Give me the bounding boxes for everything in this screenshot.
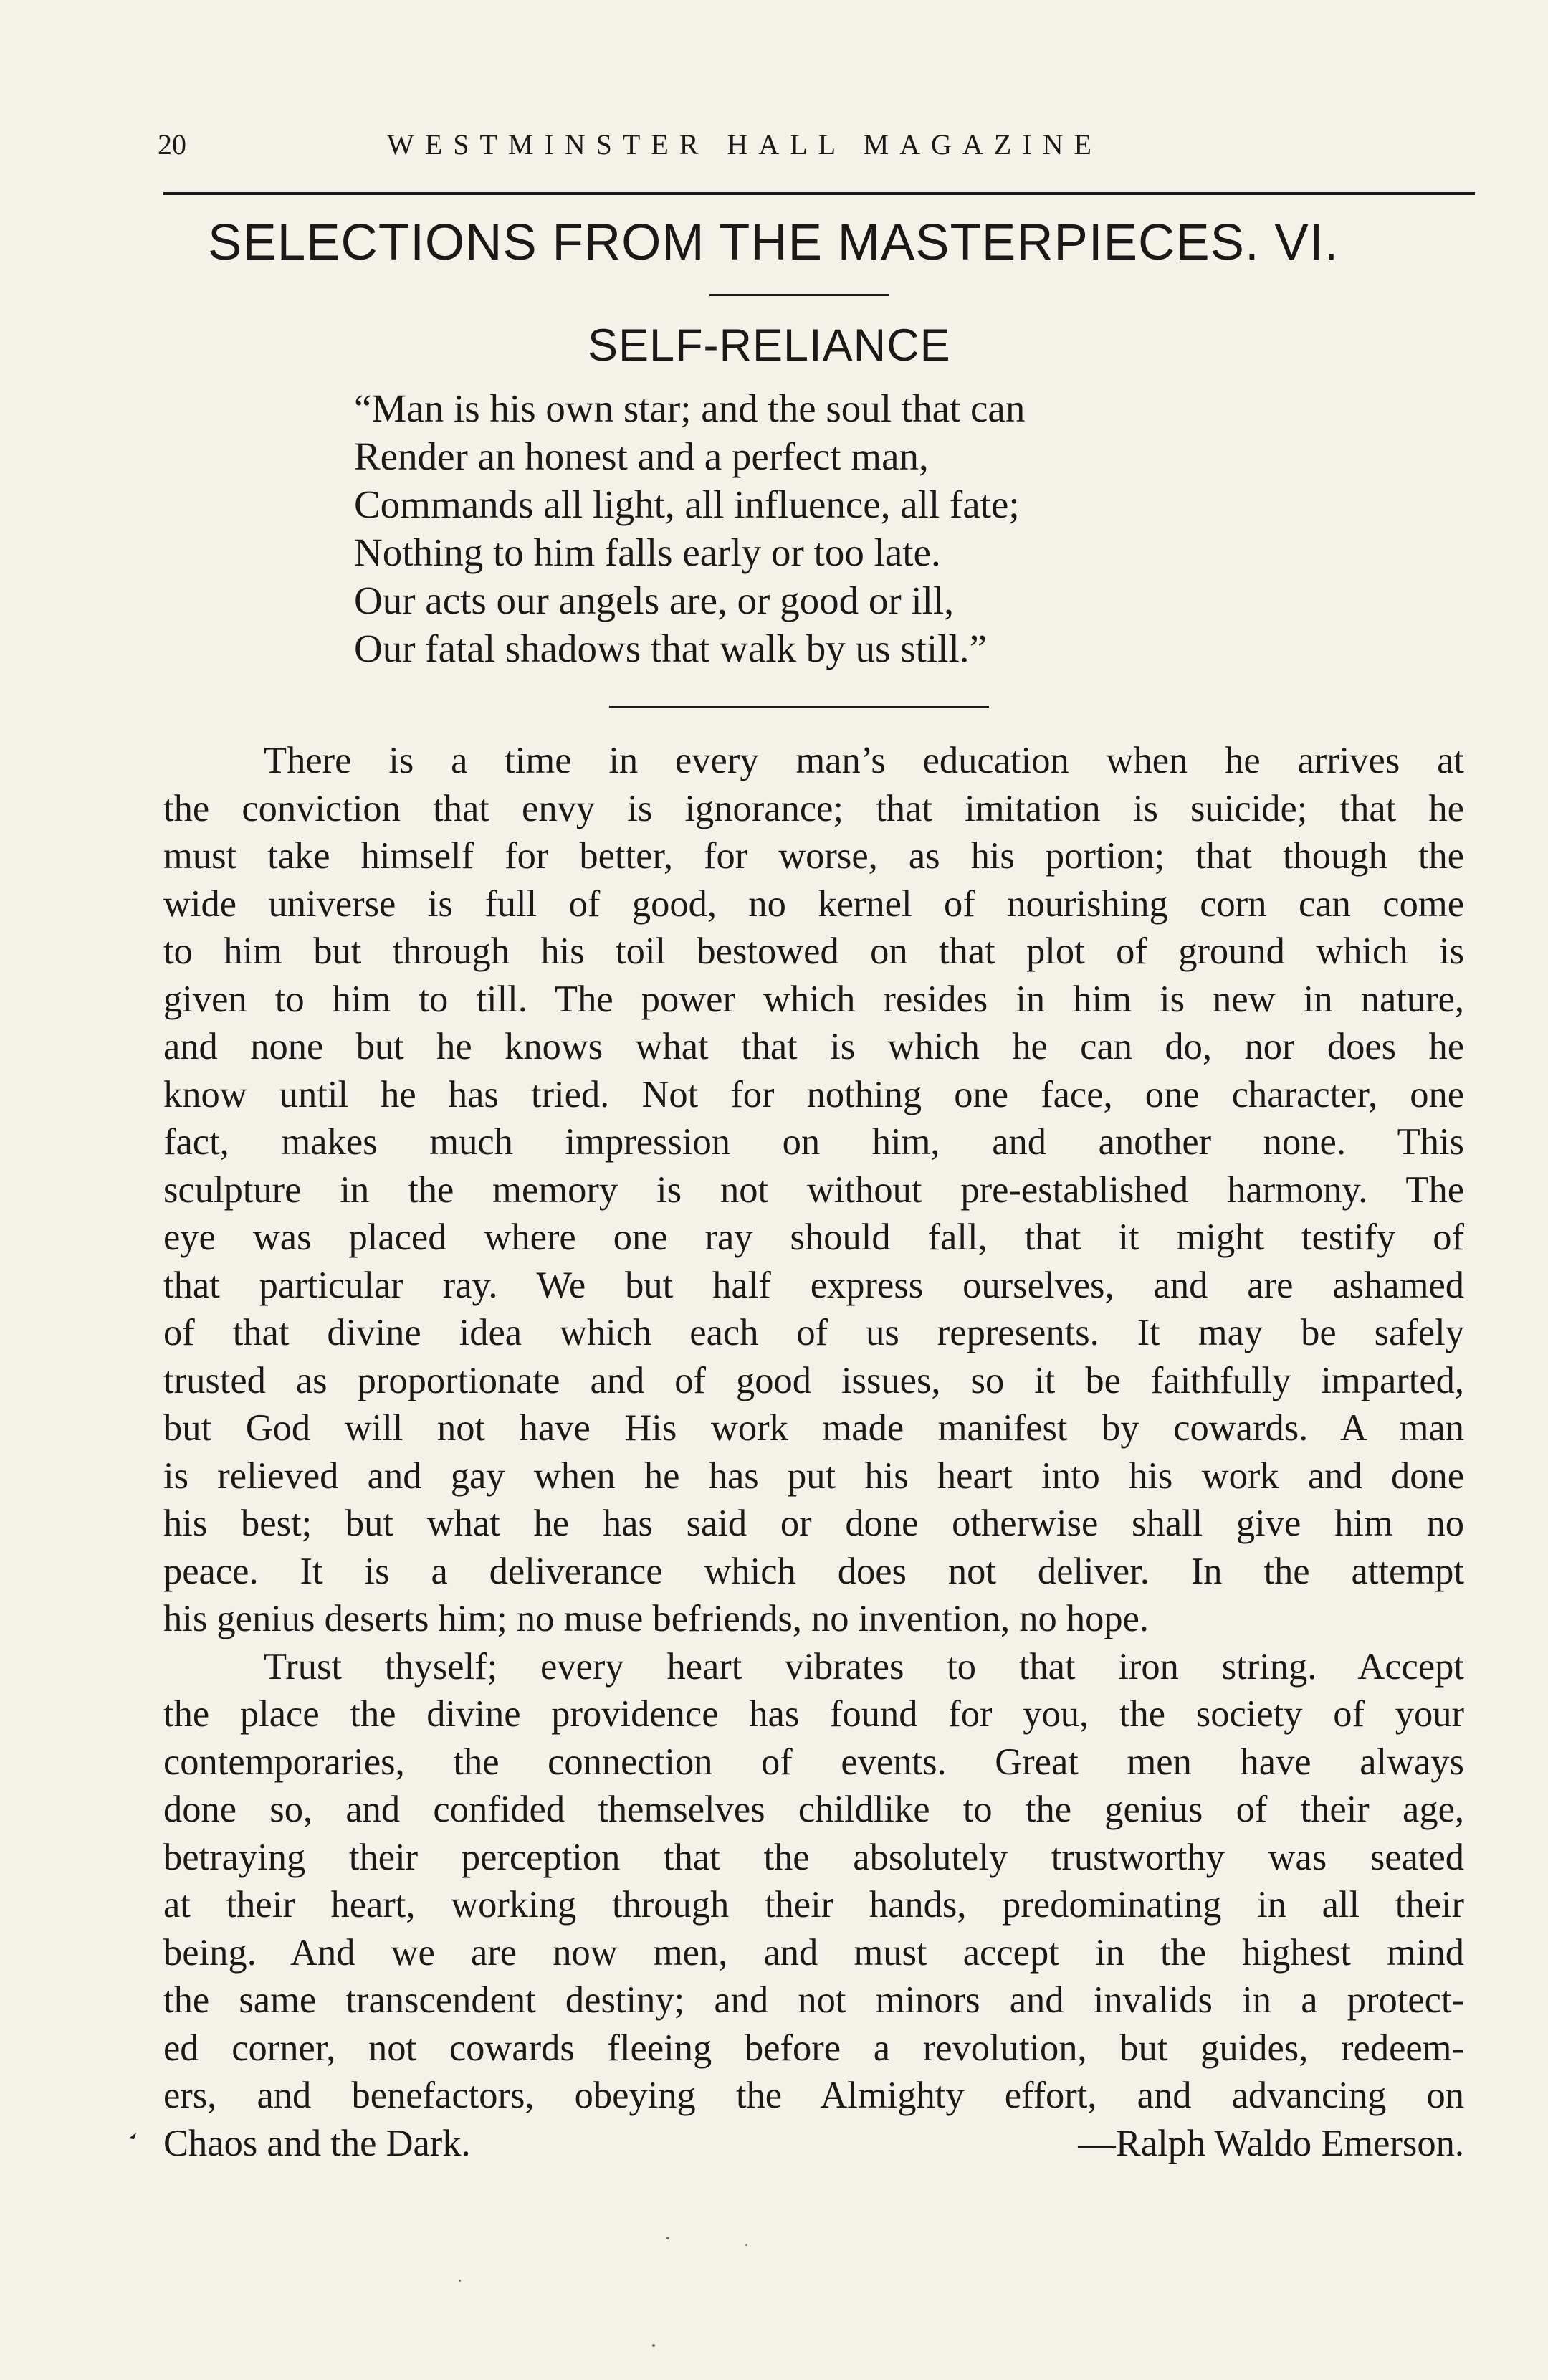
text-line: that particular ray. We but half express ourselves, and are ashamed	[163, 1264, 1464, 1306]
header-rule	[163, 192, 1475, 195]
paper-speck	[745, 2244, 747, 2246]
text-line: to him but through his toil bestowed on that plot of ground which is	[163, 930, 1464, 972]
text-line: the place the divine providence has found for you, the society of your	[163, 1693, 1464, 1735]
epigraph-line: “Man is his own star; and the soul that can	[354, 386, 1026, 430]
text-line: sculpture in the memory is not without pre-established harmony. The	[163, 1168, 1464, 1211]
text-line: fact, makes much impression on him, and another none. This	[163, 1121, 1464, 1163]
magazine-title: WESTMINSTER HALL MAGAZINE	[387, 128, 1102, 161]
text-line: wide universe is full of good, no kernel of nourishing corn can come	[163, 882, 1464, 925]
text-line: There is a time in every man’s education when he arrives at	[264, 740, 1464, 781]
text-line: of that divine idea which each of us represents. It may be safely	[163, 1312, 1464, 1353]
essay-body	[163, 737, 1464, 2167]
epigraph-line: Commands all light, all influence, all fate;	[354, 482, 1020, 526]
epigraph-line: Our acts our angels are, or good or ill,	[354, 579, 954, 622]
text-line: at their heart, working through their hands, predominating in all their	[163, 1884, 1464, 1926]
text-line: being. And we are now men, and must accept in the highest mind	[163, 1931, 1464, 1974]
text-line: Trust thyself; every heart vibrates to that iron string. Accept	[264, 1645, 1464, 1688]
paragraph-2	[163, 1643, 1464, 2168]
text-line: done so, and confided themselves childlike to the genius of their age,	[163, 1789, 1464, 1830]
epigraph-line: Our fatal shadows that walk by us still.”	[354, 627, 987, 670]
epigraph-line: Render an honest and a perfect man,	[354, 434, 929, 478]
closing-line	[163, 2120, 1464, 2168]
text-line: given to him to till. The power which resides in him is new in nature,	[163, 978, 1464, 1020]
epigraph-divider	[609, 706, 989, 708]
paper-speck	[666, 2237, 669, 2239]
text-line: betraying their perception that the absolutely trustworthy was seated	[163, 1836, 1464, 1878]
running-head	[158, 128, 1462, 171]
page-number: 20	[158, 128, 186, 161]
final-text-line: Chaos and the Dark.	[163, 2122, 471, 2164]
text-line: trusted as proportionate and of good issues, so it be faithfully imparted,	[163, 1359, 1464, 1401]
text-line: peace. It is a deliverance which does not deliver. In the attempt	[163, 1550, 1464, 1592]
text-line: but God will not have His work made manifest by cowards. A man	[163, 1407, 1464, 1449]
epigraph-poem	[354, 384, 1286, 672]
text-line: and none but he knows what that is which he can do, nor does he	[163, 1026, 1464, 1067]
text-line: eye was placed where one ray should fall, that it might testify of	[163, 1217, 1464, 1258]
text-line: his genius deserts him; no muse befriends, no invention, no hope.	[163, 1598, 1150, 1639]
series-title: SELECTIONS FROM THE MASTERPIECES. VI.	[208, 214, 1339, 271]
margin-mark-icon	[128, 2131, 138, 2141]
text-line: ers, and benefactors, obeying the Almighty effort, and advancing on	[163, 2075, 1464, 2116]
text-line: the same transcendent destiny; and not minors and invalids in a protect-	[163, 1979, 1464, 2021]
text-line: contemporaries, the connection of events. Great men have always	[163, 1741, 1464, 1783]
title-divider	[710, 294, 889, 296]
paper-speck	[459, 2280, 461, 2282]
text-line: the conviction that envy is ignorance; that imitation is suicide; that he	[163, 787, 1464, 829]
epigraph-line: Nothing to him falls early or too late.	[354, 530, 941, 574]
text-line: must take himself for better, for worse, as his portion; that though the	[163, 835, 1464, 877]
paragraph-1	[163, 737, 1464, 1643]
text-line: know until he has tried. Not for nothing one face, one character, one	[163, 1073, 1464, 1115]
text-line: ed corner, not cowards fleeing before a revolution, but guides, redeem-	[163, 2027, 1464, 2069]
text-line: his best; but what he has said or done otherwise shall give him no	[163, 1503, 1464, 1544]
paper-speck	[652, 2344, 655, 2347]
text-line: is relieved and gay when he has put his heart into his work and done	[163, 1455, 1464, 1497]
author-signature: —Ralph Waldo Emerson.	[1078, 2122, 1464, 2164]
essay-title: SELF-RELIANCE	[588, 320, 951, 371]
